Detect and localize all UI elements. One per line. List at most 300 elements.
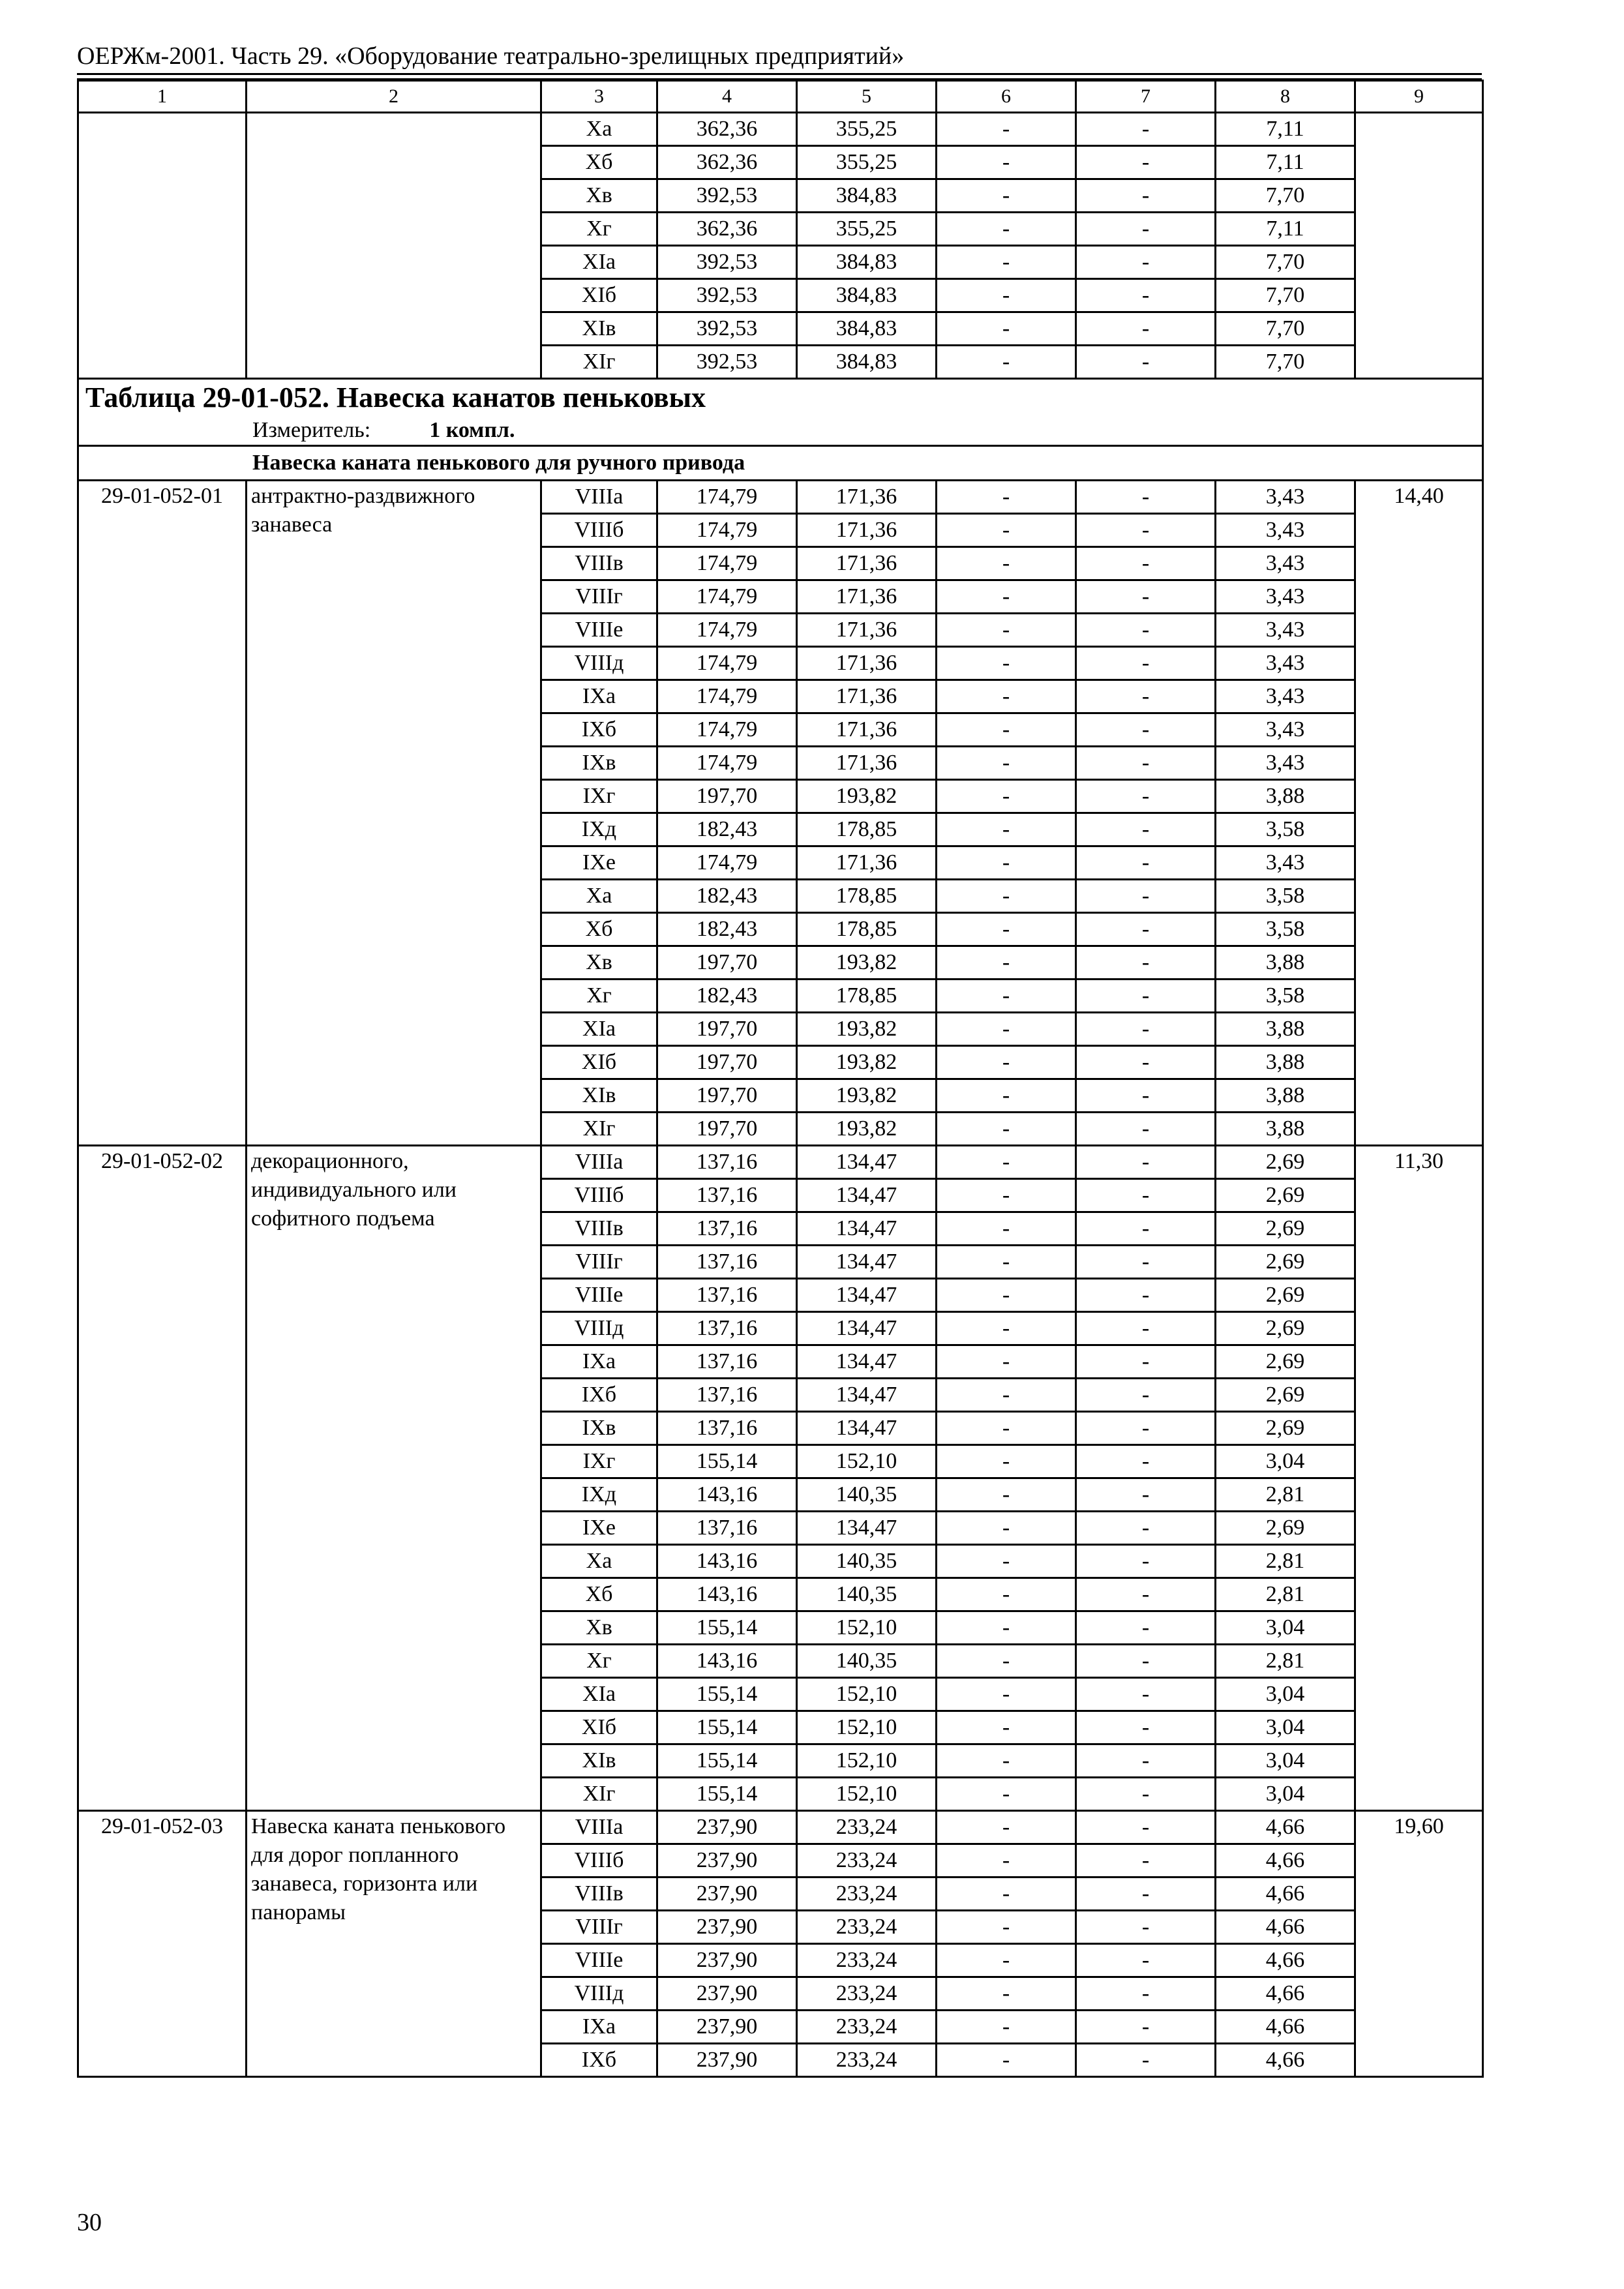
labor-wages-cell: 233,24	[797, 1844, 937, 1878]
machine-costs-cell: -	[937, 1977, 1076, 2011]
materials-cost-cell: 7,70	[1216, 246, 1355, 279]
labor-wages-cell: 384,83	[797, 312, 937, 346]
materials-cost-cell: 7,70	[1216, 179, 1355, 213]
labor-wages-cell: 152,10	[797, 1445, 937, 1478]
labor-wages-cell: 233,24	[797, 1811, 937, 1844]
materials-cost-cell: 3,43	[1216, 846, 1355, 880]
machine-costs-cell: -	[937, 1911, 1076, 1944]
machine-costs-cell: -	[937, 514, 1076, 547]
materials-cost-cell: 2,69	[1216, 1512, 1355, 1545]
labor-wages-cell: 355,25	[797, 146, 937, 179]
subheading-row	[78, 446, 1483, 481]
labor-wages-cell: 152,10	[797, 1744, 937, 1778]
direct-costs-cell: 137,16	[657, 1279, 797, 1312]
resource-group-cell: Xг	[541, 980, 657, 1013]
column-number: 2	[247, 81, 541, 113]
materials-cost-cell: 7,70	[1216, 346, 1355, 379]
machine-costs-cell: -	[937, 1445, 1076, 1478]
resource-group-cell: XIг	[541, 1778, 657, 1811]
direct-costs-cell: 174,79	[657, 647, 797, 680]
labor-wages-cell: 193,82	[797, 1013, 937, 1046]
machinist-wages-cell: -	[1076, 946, 1216, 980]
resource-group-cell: XIб	[541, 1046, 657, 1079]
direct-costs-cell: 237,90	[657, 1811, 797, 1844]
machine-costs-cell: -	[937, 113, 1076, 146]
machinist-wages-cell: -	[1076, 980, 1216, 1013]
labor-wages-cell: 171,36	[797, 514, 937, 547]
direct-costs-cell: 174,79	[657, 481, 797, 514]
machine-costs-cell: -	[937, 1379, 1076, 1412]
resource-group-cell: VIIIд	[541, 647, 657, 680]
materials-cost-cell: 2,69	[1216, 1246, 1355, 1279]
machinist-wages-cell: -	[1076, 614, 1216, 647]
machinist-wages-cell: -	[1076, 113, 1216, 146]
materials-cost-cell: 4,66	[1216, 1911, 1355, 1944]
name-cell-empty	[247, 113, 541, 379]
item-code: 29-01-052-03	[78, 1811, 247, 2077]
subheading: Навеска каната пенькового для ручного привода	[78, 446, 1483, 481]
machinist-wages-cell: -	[1076, 813, 1216, 846]
resource-group-cell: IXe	[541, 1512, 657, 1545]
materials-cost-cell: 2,81	[1216, 1478, 1355, 1512]
machinist-wages-cell: -	[1076, 246, 1216, 279]
resource-group-cell: Xa	[541, 113, 657, 146]
direct-costs-cell: 362,36	[657, 113, 797, 146]
direct-costs-cell: 197,70	[657, 1046, 797, 1079]
labor-wages-cell: 171,36	[797, 846, 937, 880]
direct-costs-cell: 197,70	[657, 946, 797, 980]
column-number: 9	[1355, 81, 1483, 113]
header-rule	[77, 73, 1482, 75]
direct-costs-cell: 137,16	[657, 1412, 797, 1445]
direct-costs-cell: 174,79	[657, 846, 797, 880]
direct-costs-cell: 392,53	[657, 346, 797, 379]
machinist-wages-cell: -	[1076, 1013, 1216, 1046]
machinist-wages-cell: -	[1076, 680, 1216, 713]
machine-costs-cell: -	[937, 1678, 1076, 1711]
materials-cost-cell: 3,88	[1216, 1113, 1355, 1146]
machinist-wages-cell: -	[1076, 1512, 1216, 1545]
resource-group-cell: IXe	[541, 846, 657, 880]
materials-cost-cell: 7,11	[1216, 213, 1355, 246]
direct-costs-cell: 137,16	[657, 1212, 797, 1246]
labor-wages-cell: 152,10	[797, 1778, 937, 1811]
machinist-wages-cell: -	[1076, 1811, 1216, 1844]
machinist-wages-cell: -	[1076, 2011, 1216, 2044]
machine-costs-cell: -	[937, 1279, 1076, 1312]
resource-group-cell: Xв	[541, 1611, 657, 1645]
labor-wages-cell: 134,47	[797, 1212, 937, 1246]
direct-costs-cell: 174,79	[657, 713, 797, 747]
materials-cost-cell: 3,88	[1216, 1046, 1355, 1079]
machinist-wages-cell: -	[1076, 1279, 1216, 1312]
resource-group-cell: Xa	[541, 880, 657, 913]
materials-cost-cell: 4,66	[1216, 1977, 1355, 2011]
column-number: 6	[937, 81, 1076, 113]
materials-cost-cell: 2,81	[1216, 1645, 1355, 1678]
resource-group-cell: VIIIг	[541, 1246, 657, 1279]
column-number: 7	[1076, 81, 1216, 113]
machine-costs-cell: -	[937, 213, 1076, 246]
materials-cost-cell: 3,43	[1216, 647, 1355, 680]
materials-cost-cell: 7,70	[1216, 312, 1355, 346]
machinist-wages-cell: -	[1076, 1711, 1216, 1744]
labor-wages-cell: 171,36	[797, 680, 937, 713]
materials-cost-cell: 4,66	[1216, 1811, 1355, 1844]
machinist-wages-cell: -	[1076, 1179, 1216, 1212]
machinist-wages-cell: -	[1076, 713, 1216, 747]
materials-cost-cell: 3,04	[1216, 1445, 1355, 1478]
resource-group-cell: VIIIд	[541, 1312, 657, 1345]
resource-group-cell: IXa	[541, 1345, 657, 1379]
machinist-wages-cell: -	[1076, 747, 1216, 780]
resource-group-cell: VIIIa	[541, 1811, 657, 1844]
machine-costs-cell: -	[937, 614, 1076, 647]
resource-group-cell: IXб	[541, 2044, 657, 2077]
materials-cost-cell: 3,88	[1216, 1013, 1355, 1046]
resource-group-cell: IXa	[541, 680, 657, 713]
item-name: декорационного, индивидуального или софитного подъема	[247, 1146, 541, 1811]
machine-costs-cell: -	[937, 246, 1076, 279]
materials-cost-cell: 2,69	[1216, 1146, 1355, 1179]
labor-wages-cell: 233,24	[797, 1911, 937, 1944]
materials-cost-cell: 3,43	[1216, 680, 1355, 713]
item-index: 14,40	[1355, 481, 1483, 1146]
direct-costs-cell: 155,14	[657, 1711, 797, 1744]
machine-costs-cell: -	[937, 2044, 1076, 2077]
column-number: 4	[657, 81, 797, 113]
materials-cost-cell: 2,69	[1216, 1279, 1355, 1312]
labor-wages-cell: 152,10	[797, 1611, 937, 1645]
resource-group-cell: IXд	[541, 813, 657, 846]
resource-group-cell: XIг	[541, 346, 657, 379]
materials-cost-cell: 2,69	[1216, 1345, 1355, 1379]
machinist-wages-cell: -	[1076, 1844, 1216, 1878]
labor-wages-cell: 134,47	[797, 1246, 937, 1279]
machine-costs-cell: -	[937, 980, 1076, 1013]
labor-wages-cell: 171,36	[797, 481, 937, 514]
direct-costs-cell: 182,43	[657, 880, 797, 913]
column-number: 3	[541, 81, 657, 113]
machine-costs-cell: -	[937, 780, 1076, 813]
machine-costs-cell: -	[937, 913, 1076, 946]
table-row	[78, 1146, 1483, 1179]
labor-wages-cell: 355,25	[797, 213, 937, 246]
resource-group-cell: VIIIв	[541, 1878, 657, 1911]
machine-costs-cell: -	[937, 1046, 1076, 1079]
direct-costs-cell: 237,90	[657, 1944, 797, 1977]
materials-cost-cell: 7,70	[1216, 279, 1355, 312]
direct-costs-cell: 137,16	[657, 1345, 797, 1379]
machine-costs-cell: -	[937, 1113, 1076, 1146]
machinist-wages-cell: -	[1076, 312, 1216, 346]
resource-group-cell: Xб	[541, 1578, 657, 1611]
labor-wages-cell: 384,83	[797, 346, 937, 379]
machine-costs-cell: -	[937, 1179, 1076, 1212]
table-row	[78, 113, 1483, 146]
direct-costs-cell: 237,90	[657, 2011, 797, 2044]
materials-cost-cell: 4,66	[1216, 2044, 1355, 2077]
machinist-wages-cell: -	[1076, 1113, 1216, 1146]
resource-group-cell: XIa	[541, 246, 657, 279]
materials-cost-cell: 3,43	[1216, 614, 1355, 647]
column-number: 8	[1216, 81, 1355, 113]
machine-costs-cell: -	[937, 1478, 1076, 1512]
resource-group-cell: VIIIв	[541, 547, 657, 580]
materials-cost-cell: 3,43	[1216, 514, 1355, 547]
rates-table-body	[78, 81, 1483, 2077]
direct-costs-cell: 143,16	[657, 1578, 797, 1611]
resource-group-cell: Xб	[541, 913, 657, 946]
machinist-wages-cell: -	[1076, 1611, 1216, 1645]
machinist-wages-cell: -	[1076, 1212, 1216, 1246]
labor-wages-cell: 193,82	[797, 1079, 937, 1113]
direct-costs-cell: 174,79	[657, 614, 797, 647]
materials-cost-cell: 7,11	[1216, 146, 1355, 179]
direct-costs-cell: 362,36	[657, 213, 797, 246]
machinist-wages-cell: -	[1076, 1878, 1216, 1911]
materials-cost-cell: 3,58	[1216, 913, 1355, 946]
labor-wages-cell: 134,47	[797, 1312, 937, 1345]
resource-group-cell: IXд	[541, 1478, 657, 1512]
machine-costs-cell: -	[937, 1811, 1076, 1844]
direct-costs-cell: 237,90	[657, 1844, 797, 1878]
machinist-wages-cell: -	[1076, 1046, 1216, 1079]
direct-costs-cell: 174,79	[657, 514, 797, 547]
machine-costs-cell: -	[937, 1844, 1076, 1878]
running-header: ОЕРЖм-2001. Часть 29. «Оборудование театрально-зрелищных предприятий»	[77, 42, 905, 70]
materials-cost-cell: 2,69	[1216, 1179, 1355, 1212]
materials-cost-cell: 3,88	[1216, 780, 1355, 813]
resource-group-cell: VIIIг	[541, 1911, 657, 1944]
labor-wages-cell: 171,36	[797, 547, 937, 580]
machinist-wages-cell: -	[1076, 1944, 1216, 1977]
materials-cost-cell: 3,04	[1216, 1611, 1355, 1645]
direct-costs-cell: 155,14	[657, 1445, 797, 1478]
direct-costs-cell: 237,90	[657, 1878, 797, 1911]
direct-costs-cell: 182,43	[657, 813, 797, 846]
table-row	[78, 481, 1483, 514]
labor-wages-cell: 384,83	[797, 246, 937, 279]
machinist-wages-cell: -	[1076, 846, 1216, 880]
machinist-wages-cell: -	[1076, 1312, 1216, 1345]
materials-cost-cell: 3,43	[1216, 547, 1355, 580]
resource-group-cell: XIг	[541, 1113, 657, 1146]
materials-cost-cell: 2,81	[1216, 1545, 1355, 1578]
direct-costs-cell: 237,90	[657, 1911, 797, 1944]
machinist-wages-cell: -	[1076, 913, 1216, 946]
labor-wages-cell: 152,10	[797, 1711, 937, 1744]
materials-cost-cell: 3,43	[1216, 747, 1355, 780]
resource-group-cell: Xг	[541, 213, 657, 246]
machine-costs-cell: -	[937, 1711, 1076, 1744]
direct-costs-cell: 137,16	[657, 1146, 797, 1179]
materials-cost-cell: 2,81	[1216, 1578, 1355, 1611]
labor-wages-cell: 171,36	[797, 580, 937, 614]
machinist-wages-cell: -	[1076, 1379, 1216, 1412]
labor-wages-cell: 384,83	[797, 279, 937, 312]
materials-cost-cell: 3,43	[1216, 481, 1355, 514]
unit-label: Измеритель:	[252, 418, 371, 442]
labor-wages-cell: 134,47	[797, 1512, 937, 1545]
direct-costs-cell: 197,70	[657, 1079, 797, 1113]
resource-group-cell: XIб	[541, 279, 657, 312]
labor-wages-cell: 140,35	[797, 1578, 937, 1611]
machine-costs-cell: -	[937, 1944, 1076, 1977]
labor-wages-cell: 134,47	[797, 1379, 937, 1412]
column-number: 5	[797, 81, 937, 113]
direct-costs-cell: 137,16	[657, 1379, 797, 1412]
rates-table	[77, 80, 1484, 2078]
machine-costs-cell: -	[937, 580, 1076, 614]
direct-costs-cell: 392,53	[657, 312, 797, 346]
materials-cost-cell: 3,58	[1216, 880, 1355, 913]
machinist-wages-cell: -	[1076, 547, 1216, 580]
direct-costs-cell: 392,53	[657, 179, 797, 213]
resource-group-cell: XIв	[541, 1079, 657, 1113]
resource-group-cell: XIa	[541, 1678, 657, 1711]
labor-wages-cell: 134,47	[797, 1279, 937, 1312]
machinist-wages-cell: -	[1076, 2044, 1216, 2077]
machine-costs-cell: -	[937, 1578, 1076, 1611]
labor-wages-cell: 171,36	[797, 747, 937, 780]
resource-group-cell: IXв	[541, 747, 657, 780]
resource-group-cell: VIIIв	[541, 1212, 657, 1246]
machine-costs-cell: -	[937, 813, 1076, 846]
resource-group-cell: VIIIг	[541, 580, 657, 614]
direct-costs-cell: 174,79	[657, 680, 797, 713]
resource-group-cell: VIIIe	[541, 1944, 657, 1977]
direct-costs-cell: 143,16	[657, 1478, 797, 1512]
resource-group-cell: Xг	[541, 1645, 657, 1678]
materials-cost-cell: 3,43	[1216, 713, 1355, 747]
machine-costs-cell: -	[937, 1412, 1076, 1445]
machine-costs-cell: -	[937, 279, 1076, 312]
direct-costs-cell: 197,70	[657, 780, 797, 813]
resource-group-cell: IXг	[541, 1445, 657, 1478]
machinist-wages-cell: -	[1076, 1678, 1216, 1711]
machinist-wages-cell: -	[1076, 213, 1216, 246]
materials-cost-cell: 3,43	[1216, 580, 1355, 614]
labor-wages-cell: 233,24	[797, 1878, 937, 1911]
direct-costs-cell: 392,53	[657, 279, 797, 312]
materials-cost-cell: 3,58	[1216, 813, 1355, 846]
machinist-wages-cell: -	[1076, 1478, 1216, 1512]
code-cell-empty	[78, 113, 247, 379]
resource-group-cell: VIIIe	[541, 614, 657, 647]
machinist-wages-cell: -	[1076, 1079, 1216, 1113]
resource-group-cell: VIIIб	[541, 514, 657, 547]
machinist-wages-cell: -	[1076, 1578, 1216, 1611]
labor-wages-cell: 171,36	[797, 713, 937, 747]
machine-costs-cell: -	[937, 880, 1076, 913]
materials-cost-cell: 3,04	[1216, 1744, 1355, 1778]
labor-wages-cell: 140,35	[797, 1645, 937, 1678]
direct-costs-cell: 155,14	[657, 1778, 797, 1811]
labor-wages-cell: 178,85	[797, 813, 937, 846]
machinist-wages-cell: -	[1076, 279, 1216, 312]
machinist-wages-cell: -	[1076, 481, 1216, 514]
machinist-wages-cell: -	[1076, 1744, 1216, 1778]
machine-costs-cell: -	[937, 747, 1076, 780]
resource-group-cell: VIIIб	[541, 1844, 657, 1878]
machine-costs-cell: -	[937, 1146, 1076, 1179]
labor-wages-cell: 134,47	[797, 1345, 937, 1379]
direct-costs-cell: 182,43	[657, 980, 797, 1013]
labor-wages-cell: 193,82	[797, 946, 937, 980]
materials-cost-cell: 4,66	[1216, 1944, 1355, 1977]
unit-cell	[78, 416, 1483, 446]
machinist-wages-cell: -	[1076, 1911, 1216, 1944]
resource-group-cell: IXг	[541, 780, 657, 813]
machine-costs-cell: -	[937, 1246, 1076, 1279]
machine-costs-cell: -	[937, 1345, 1076, 1379]
direct-costs-cell: 237,90	[657, 1977, 797, 2011]
direct-costs-cell: 174,79	[657, 580, 797, 614]
resource-group-cell: IXa	[541, 2011, 657, 2044]
item-name: Навеска каната пенькового для дорог попланного занавеса, горизонта или панорамы	[247, 1811, 541, 2077]
direct-costs-cell: 155,14	[657, 1744, 797, 1778]
machine-costs-cell: -	[937, 1013, 1076, 1046]
materials-cost-cell: 2,69	[1216, 1312, 1355, 1345]
resource-group-cell: Xб	[541, 146, 657, 179]
resource-group-cell: VIIIд	[541, 1977, 657, 2011]
labor-wages-cell: 233,24	[797, 1977, 937, 2011]
machine-costs-cell: -	[937, 481, 1076, 514]
machine-costs-cell: -	[937, 346, 1076, 379]
machine-costs-cell: -	[937, 179, 1076, 213]
labor-wages-cell: 233,24	[797, 2011, 937, 2044]
machine-costs-cell: -	[937, 1545, 1076, 1578]
column-number-row	[78, 81, 1483, 113]
item-index: 11,30	[1355, 1146, 1483, 1811]
labor-wages-cell: 193,82	[797, 1046, 937, 1079]
machinist-wages-cell: -	[1076, 880, 1216, 913]
labor-wages-cell: 233,24	[797, 1944, 937, 1977]
machinist-wages-cell: -	[1076, 1445, 1216, 1478]
resource-group-cell: IXб	[541, 1379, 657, 1412]
direct-costs-cell: 137,16	[657, 1312, 797, 1345]
labor-wages-cell: 171,36	[797, 614, 937, 647]
machine-costs-cell: -	[937, 1878, 1076, 1911]
direct-costs-cell: 362,36	[657, 146, 797, 179]
machinist-wages-cell: -	[1076, 647, 1216, 680]
direct-costs-cell: 137,16	[657, 1512, 797, 1545]
materials-cost-cell: 3,04	[1216, 1678, 1355, 1711]
materials-cost-cell: 4,66	[1216, 1878, 1355, 1911]
labor-wages-cell: 171,36	[797, 647, 937, 680]
direct-costs-cell: 197,70	[657, 1013, 797, 1046]
direct-costs-cell: 143,16	[657, 1645, 797, 1678]
labor-wages-cell: 178,85	[797, 980, 937, 1013]
table-title: Таблица 29-01-052. Навеска канатов пеньковых	[78, 379, 1483, 417]
direct-costs-cell: 237,90	[657, 2044, 797, 2077]
machinist-wages-cell: -	[1076, 580, 1216, 614]
labor-wages-cell: 140,35	[797, 1478, 937, 1512]
table-row	[78, 1811, 1483, 1844]
resource-group-cell: IXб	[541, 713, 657, 747]
machinist-wages-cell: -	[1076, 1645, 1216, 1678]
direct-costs-cell: 137,16	[657, 1246, 797, 1279]
resource-group-cell: Xв	[541, 179, 657, 213]
machine-costs-cell: -	[937, 1212, 1076, 1246]
labor-wages-cell: 152,10	[797, 1678, 937, 1711]
item-code: 29-01-052-01	[78, 481, 247, 1146]
table-title-row	[78, 379, 1483, 417]
materials-cost-cell: 3,58	[1216, 980, 1355, 1013]
machinist-wages-cell: -	[1076, 179, 1216, 213]
materials-cost-cell: 3,88	[1216, 946, 1355, 980]
